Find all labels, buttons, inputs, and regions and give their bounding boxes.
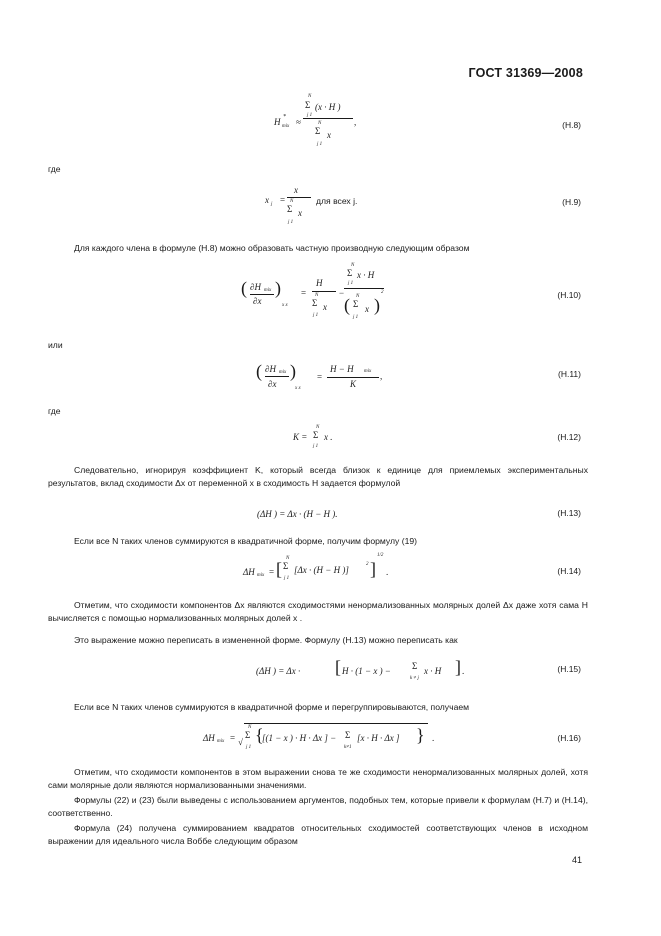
paragraph: Если все N таких членов суммируются в квадратичной форме, получим формулу (19) [74, 536, 418, 546]
paragraph: Если все N таких членов суммируются в квадратичной форме и перегруппировываются, получаем [74, 702, 470, 712]
equation-number: (Н.15) [557, 664, 581, 674]
label-where: где [48, 164, 61, 174]
paragraph: Формулы (22) и (23) были выведены с использованием аргументов, подобных тем, которые привели к формулам (Н.7) и (Н.14), соответственно. [48, 795, 588, 818]
fraction-bar [327, 377, 379, 378]
paragraph: Это выражение можно переписать в измененной форме. Формулу (Н.13) можно переписать как [74, 635, 458, 645]
document-page: ГОСТ 31369—2008 H * mix ≈ N Σ (x · H ) j 1 N Σ x j 1 , (Н.8) где x j = x N Σ x j 1 для всех j. (Н.9) Для каждого члена в формуле (Н.8) можно образовать частную производную следующим образом ( ∂H mix ∂x ) x x = H N Σ x j 1 − N Σ x · H j 1 ( N Σ x j 1 ) 2 (Н.10) или ( ∂H mix ∂x ) x x = H − H mix K , (Н.11) где K = N Σ x . j 1 (Н.12) Следовательно, игнорируя коэффициент K, который всегда близок к единице для приемлемых экспериментальных результатов, вклад сходимости Δx от переменной x в сходимость H задается формулой (ΔH ) = Δx · (H − H ). (Н.13) Если все N таких членов суммируются в квадратичной форме, получим формулу (19) ΔH mix = [ N Σ [Δx · (H − H )] 2 j 1 ] 1/2 . (Н.14) Отметим, что сходимости компонентов Δx являются сходимостями ненормализованных молярных долей Δx даже хотя сама H вычисляется с помощью нормализованных молярных долей x . Это выражение можно переписать в измененной форме. Формулу (Н.13) можно переписать как (ΔH ) = Δx · [ H · (1 − x ) − Σ k ≠ j x · H ] . (Н.15) Если все N таких членов суммируются в квадратичной форме и перегруппировываются, получаем ΔH mix = √ N Σ j 1 { [(1 − x ) · H · Δx ] − Σ k≠1 [x · H · Δx ] } . (Н.16) Отметим, что сходимости компонентов в этом выражении снова те же сходимости ненормализованных молярных долей, хотя сами молярные доли являются нормализованными значениями. Формулы (22) и (23) были выведены с использованием аргументов, подобных тем, которые привели к формулам (Н.7) и (Н.14), соответственно. Формула (24) получена суммированием квадратов относительных сходимостей соответствующих членов в исходном выражении для идеального числа Воббе следующим образом 41 [48, 66, 588, 865]
label-or: или [48, 340, 63, 350]
paragraph: Отметим, что сходимости компонентов в этом выражении снова те же сходимости ненормализованных молярных долей, хотя сами молярные доли являются нормализованными значениями. [48, 767, 588, 790]
fraction-bar [287, 197, 311, 198]
radical-bar [244, 723, 428, 724]
equation-number: (Н.9) [562, 197, 581, 207]
equation-number: (Н.8) [562, 120, 581, 130]
equation-number: (Н.11) [558, 369, 581, 379]
document-header-title: ГОСТ 31369—2008 [468, 66, 583, 80]
paragraph: Для каждого члена в формуле (Н.8) можно образовать частную производную следующим образом [74, 243, 470, 253]
equation-number: (Н.12) [557, 432, 581, 442]
label-where: где [48, 406, 61, 416]
paragraph: Следовательно, игнорируя коэффициент K, который всегда близок к единице для приемлемых экспериментальных результатов, вклад сходимости Δx от переменной x в сходимость H задается формулой [48, 465, 588, 488]
fraction-bar [265, 376, 289, 377]
paragraph: Формула (24) получена суммированием квадратов относительных сходимостей соответствующих членов в исходном выражении для идеального числа Воббе следующим образом [48, 823, 588, 846]
fraction-bar [250, 294, 274, 295]
equation-number: (Н.10) [557, 290, 581, 300]
equation-number: (Н.14) [557, 566, 581, 576]
fraction-bar [344, 288, 384, 289]
page-number: 41 [571, 855, 582, 865]
paragraph: Отметим, что сходимости компонентов Δx являются сходимостями ненормализованных молярных долей Δx даже хотя сама H вычисляется с помощью нормализованных молярных долей x . [48, 600, 588, 623]
equation-number: (Н.16) [557, 733, 581, 743]
equation-number: (Н.13) [557, 508, 581, 518]
fraction-bar [303, 118, 353, 119]
fraction-bar [312, 291, 336, 292]
